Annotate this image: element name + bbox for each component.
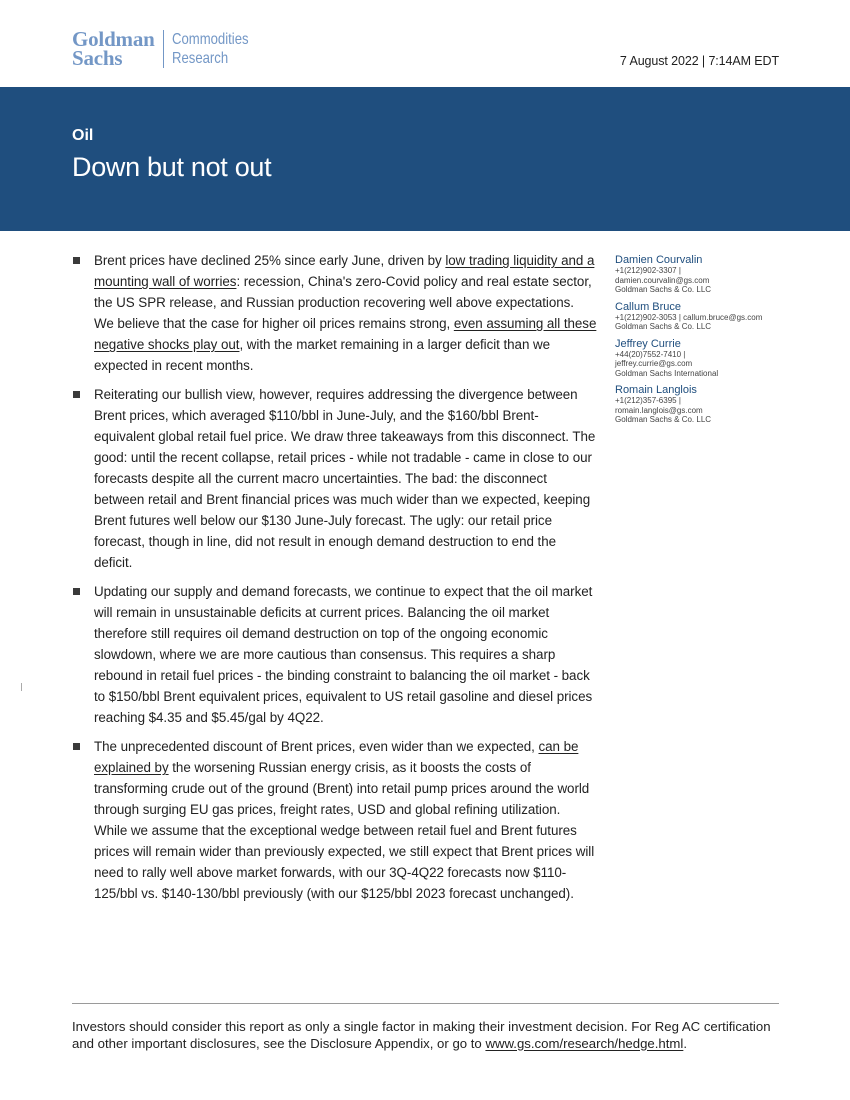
disclosure-footer [72,1019,779,1052]
bullet-point [72,736,597,904]
bullet-text: Reiterating our bullish view, however, requires addressing the divergence between Brent prices, which averaged $110/bbl in June-July, and the $160/bbl Brent-equivalent global retail fuel price. We draw three takeaways from this disconnect. The good: until the recent collapse, retail prices - while not tradable - came in close to our forecasts despite all the current macro uncertainties. The bad: the disconnect between retail and Brent financial prices was much wider than we expected, keeping Brent futures well below our $130 June-July forecast. The ugly: our retail price forecast, though in line, did not result in enough demand destruction to end the deficit. [94,387,596,570]
bullet-text: Brent prices have declined 25% since early June, driven by [94,253,446,268]
author-name: Romain Langlois [615,384,697,396]
hyperlink-text[interactable]: low trading liquidity and a mounting wall of worries [94,253,595,289]
bullet-point [72,581,597,728]
key-points-list [72,250,597,912]
bullet-point [72,250,597,376]
hyperlink-text[interactable]: even assuming all these negative shocks play out [94,316,597,352]
margin-mark [21,683,22,691]
author-block [615,338,795,379]
square-bullet-icon [73,391,80,398]
author-name: Jeffrey Currie [615,337,681,350]
author-contact-line: Goldman Sachs & Co. LLC [615,285,712,294]
hyperlink-text[interactable]: can be explained by [94,739,579,775]
author-contact-line: jeffrey.currie@gs.com [615,359,693,368]
author-contact-line: Goldman Sachs International [615,368,719,378]
logo-wordmark [72,27,155,70]
bullet-text: The unprecedented discount of Brent prices, even wider than we expected, [94,739,539,754]
logo-subtitle [172,30,265,68]
title-banner [0,87,850,231]
author-contact-line: Goldman Sachs & Co. LLC [615,322,712,331]
bullet-point [72,384,597,573]
footer-rule [72,1003,779,1004]
author-name: Callum Bruce [615,300,682,313]
author-contact-line: +1(212)902-3053 | callum.bruce@gs.com [615,312,763,322]
disclosure-text: Investors should consider this report as only a single factor in making their investment decision. For Reg AC certification and other important disclosures, see the Disclosure Appendix, or go to [72,1019,771,1051]
bullet-text: , with the market remaining in a larger deficit than we expected in recent months. [94,337,551,373]
disclosure-link[interactable]: www.gs.com/research/hedge.html [485,1035,684,1051]
bullet-text: the worsening Russian energy crisis, as it boosts the costs of transforming crude out of the ground (Brent) into retail pump prices around the world through surging EU gas prices, freight rates, USD and global refining utilization. While we assume that the exceptional wedge between retail fuel and Brent futures prices will remain wider than previously expected, we still expect that Brent prices will need to rally well above market forwards, with our 3Q-4Q22 forecasts now $110-125/bbl vs. $140-130/bbl previously (with our $125/bbl 2023 forecast unchanged). [94,760,595,901]
author-contact-line: +1(212)902-3307 | [615,266,681,275]
goldman-sachs-logo [72,27,265,70]
square-bullet-icon [73,743,80,750]
author-contact-line: romain.langlois@gs.com [615,405,703,415]
author-contact-line: +1(212)357-6395 | [615,396,681,405]
author-block [615,254,795,295]
logo-divider [163,30,164,68]
report-date: 7 August 2022 | 7:14AM EDT [619,54,779,68]
logo-sub-research: Research [171,50,228,67]
sector-label: Oil [72,127,94,144]
authors-panel [615,254,795,431]
logo-word-goldman: Goldman [72,27,155,51]
logo-word-sachs: Sachs [72,46,123,70]
author-contact-line: Goldman Sachs & Co. LLC [615,415,712,424]
bullet-text: Updating our supply and demand forecasts, we continue to expect that the oil market will remain in unsustainable deficits at current prices. Balancing the oil market therefore still requires oil demand destruction on top of the ongoing economic slowdown, where we are more cautious than consensus. This requires a sharp rebound in retail fuel prices - the binding constraint to balancing the oil market - back to $150/bbl Brent equivalent prices, equivalent to US retail gasoline and diesel prices reaching $4.35 and $5.45/gal by 4Q22. [94,584,593,725]
square-bullet-icon [73,588,80,595]
square-bullet-icon [73,257,80,264]
logo-sub-commodities: Commodities [171,31,249,48]
author-name: Damien Courvalin [615,254,703,266]
author-block [615,301,795,332]
author-block [615,384,795,425]
disclosure-end: . [683,1035,688,1051]
author-contact-line: +44(20)7552-7410 | [615,349,686,359]
report-title: Down but not out [72,152,272,182]
author-contact-line: damien.courvalin@gs.com [615,275,710,285]
bullet-text: : recession, China's zero-Covid policy and real estate sector, the US SPR release, and Russian production recovering well above expectations. We believe that the case for higher oil prices remains strong, [94,274,592,331]
